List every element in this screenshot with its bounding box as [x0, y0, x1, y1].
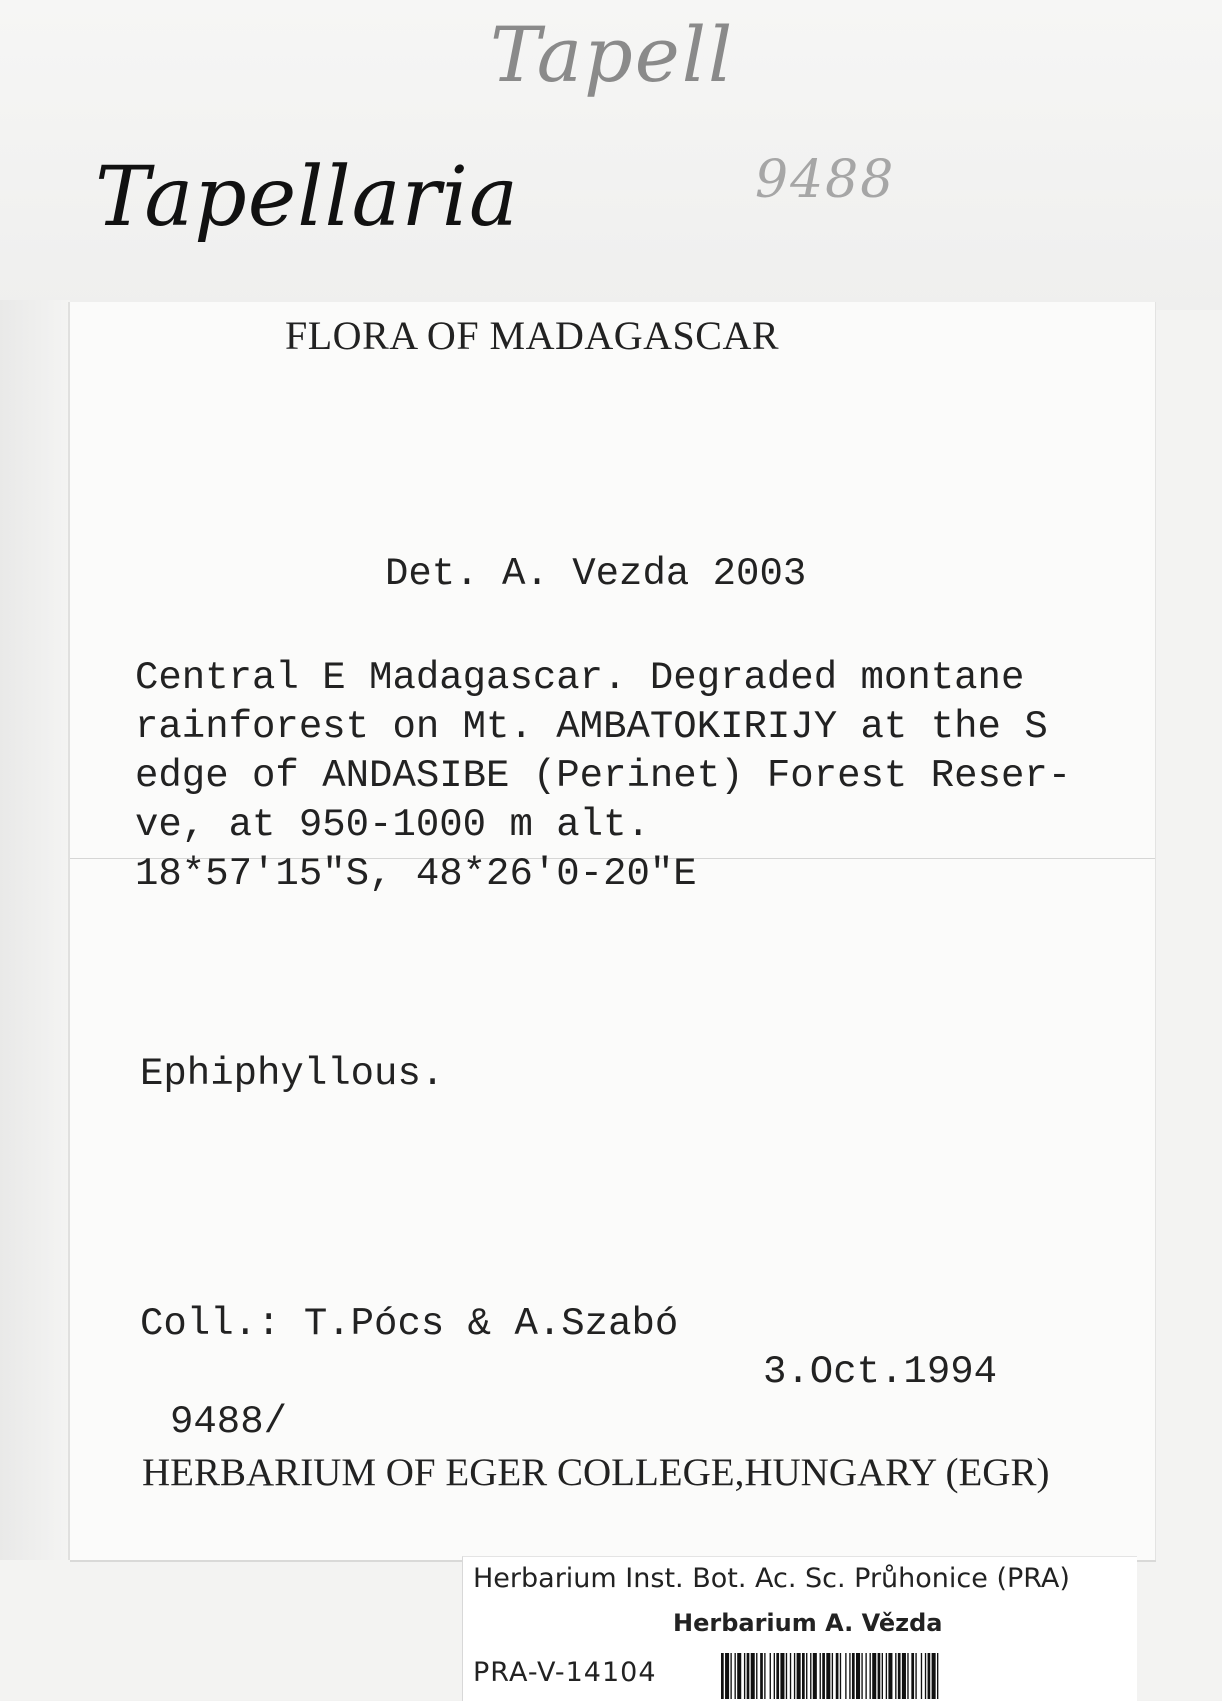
handwritten-genus: Tapellaria [95, 150, 519, 245]
herbarium-name: HERBARIUM OF EGER COLLEGE,HUNGARY (EGR) [142, 1451, 1050, 1494]
collection-number: 9488/ [170, 1400, 288, 1444]
specimen-id: PRA-V-14104 [473, 1657, 657, 1688]
label-title: FLORA OF MADAGASCAR [285, 313, 780, 358]
pencil-annotation: Tapell [490, 10, 735, 99]
collectors: Coll.: T.Pócs & A.Szabó [140, 1302, 679, 1346]
pencil-number: 9488 [755, 150, 896, 210]
habitat-text: Ephiphyllous. [140, 1052, 445, 1096]
institution-name: Herbarium Inst. Bot. Ac. Sc. Průhonice (PRA) [473, 1563, 1070, 1594]
sheet-edge [0, 300, 70, 1560]
locality-text: Central E Madagascar. Degraded montane rainforest on Mt. AMBATOKIRIJY at the S edge of ANDASIBE (Perinet) Forest Reser- ve, at 950-1000 m alt. 18*57'15"S, 48*26'0-20"E [135, 656, 1072, 896]
barcode-icon [721, 1653, 1133, 1699]
collection-name: Herbarium A. Vězda [673, 1609, 943, 1637]
determination: Det. A. Vezda 2003 [385, 552, 807, 596]
collection-date: 3.Oct.1994 [763, 1350, 998, 1394]
specimen-label [70, 302, 1156, 1560]
museum-label [462, 1556, 1137, 1701]
